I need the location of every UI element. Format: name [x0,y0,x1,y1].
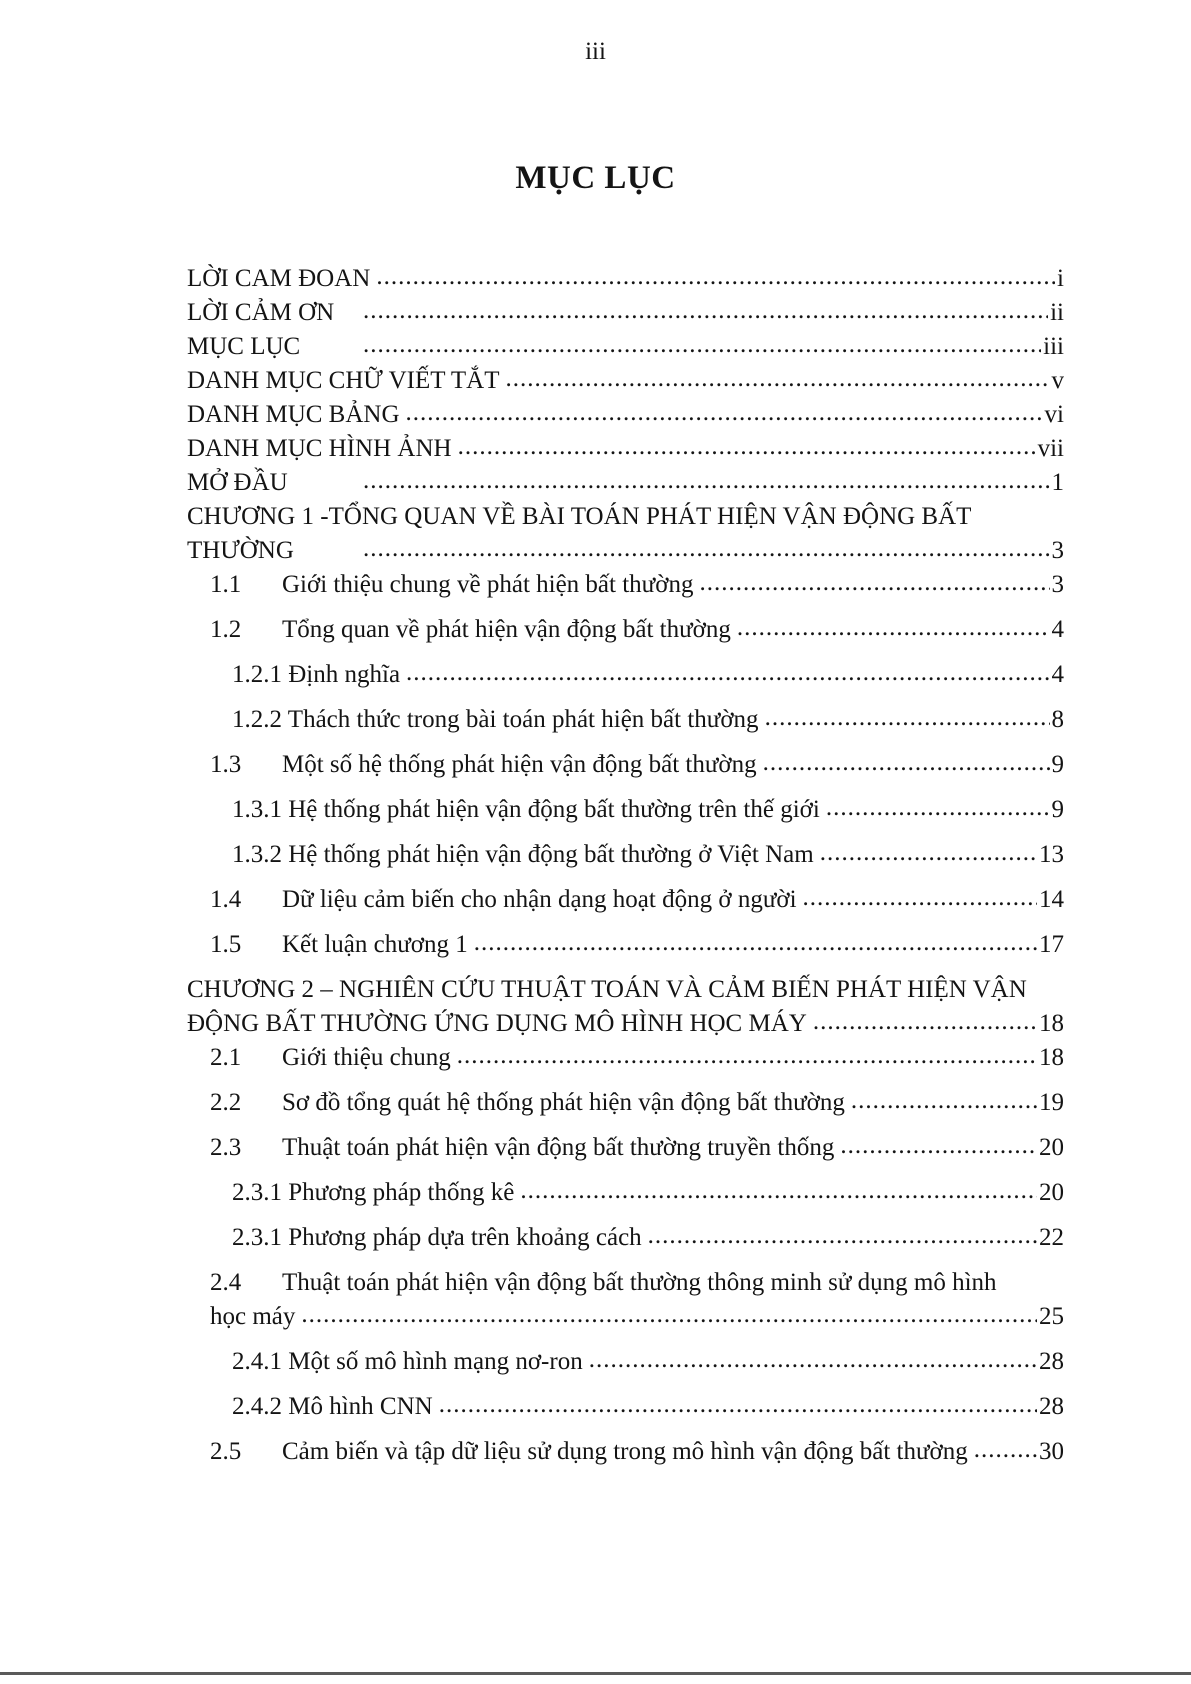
toc-leader-dots [439,1388,1037,1422]
toc-entry[interactable] [187,568,1064,602]
toc-entry-label: Một số hệ thống phát hiện vận động bất thường [282,751,757,778]
toc-page-number: 13 [1039,841,1064,868]
toc-entry[interactable] [187,1390,1064,1424]
toc-page-number: 18 [1039,1010,1064,1037]
toc-entry-label: DANH MỤC BẢNG [187,401,400,428]
toc-page-number: 9 [1051,796,1064,823]
section-heading[interactable] [187,1266,1064,1300]
toc-page-number: 19 [1039,1089,1064,1116]
toc-page-number: ii [1050,299,1064,326]
toc-entry-label: MỤC LỤC [187,333,301,360]
toc-entry[interactable] [187,432,1064,466]
toc-page-number: 14 [1039,886,1064,913]
toc-entry-label: 2.4.2 Mô hình CNN [232,1393,433,1420]
toc-entry-label: Kết luận chương 1 [282,931,468,958]
toc-leader-dots [826,791,1050,825]
toc-leader-dots [301,1298,1037,1332]
toc-section-number: 1.3 [210,751,242,778]
toc-entry[interactable] [187,534,1064,568]
toc-leader-dots [406,656,1049,690]
toc-entry-label: Sơ đồ tổng quát hệ thống phát hiện vận động bất thường [282,1089,845,1116]
toc-page-number: 20 [1039,1179,1064,1206]
toc-page-number: 3 [1051,537,1064,564]
toc-section-number: 2.2 [210,1089,242,1116]
toc-leader-dots [589,1343,1037,1377]
toc-page-number: v [1051,367,1064,394]
toc-entry-label: MỞ ĐẦU [187,469,288,496]
toc-entry-label: Giới thiệu chung về phát hiện bất thường [282,571,694,598]
toc-leader-dots [458,430,1036,464]
toc-page-number: 17 [1039,931,1064,958]
toc-entry-label: THƯỜNG [187,537,294,564]
toc-entry[interactable] [187,330,1064,364]
toc-entry[interactable] [187,883,1064,917]
toc-leader-dots [363,294,1048,328]
toc-leader-dots [505,362,1049,396]
toc-page-number: 9 [1051,751,1064,778]
toc-leader-dots [376,260,1055,294]
toc-leader-dots [813,1005,1037,1039]
toc-entry[interactable] [187,793,1064,827]
toc-page-number: vi [1044,401,1064,428]
toc-leader-dots [763,746,1050,780]
toc-entry[interactable] [187,1176,1064,1210]
toc-entry[interactable] [187,1221,1064,1255]
toc-entry[interactable] [187,364,1064,398]
toc-section-number: 1.4 [210,886,242,913]
toc-section-number: 2.3 [210,1134,242,1161]
toc-entry[interactable] [187,748,1064,782]
toc-page-number: 22 [1039,1224,1064,1251]
toc-entry[interactable] [187,1041,1064,1075]
toc-title: MỤC LỤC [515,160,676,196]
toc-entry[interactable] [187,1131,1064,1165]
toc-section-number: 1.5 [210,931,242,958]
toc-entry-label: Dữ liệu cảm biến cho nhận dạng hoạt động ở người [282,886,797,913]
toc-entry-label: Thuật toán phát hiện vận động bất thường truyền thống [282,1134,835,1161]
toc-page-number: 20 [1039,1134,1064,1161]
toc-entry-label: Cảm biến và tập dữ liệu sử dụng trong mô hình vận động bất thường [282,1438,968,1465]
toc-entry[interactable] [187,838,1064,872]
toc-page-number: 28 [1039,1348,1064,1375]
toc-entry[interactable] [187,296,1064,330]
toc-page-number: iii [1043,333,1064,360]
toc-entry[interactable] [187,262,1064,296]
toc-entry[interactable] [187,1007,1064,1041]
toc-entry-label: Thuật toán phát hiện vận động bất thường thông minh sử dụng mô hình [282,1269,997,1296]
toc-entry-label: LỜI CAM ĐOAN [187,265,371,292]
toc-leader-dots [851,1084,1037,1118]
toc-entry-label: 1.3.2 Hệ thống phát hiện vận động bất thường ở Việt Nam [232,841,814,868]
toc-page-number: 30 [1039,1438,1064,1465]
toc-leader-dots [974,1433,1037,1467]
toc-entry[interactable] [187,1345,1064,1379]
toc-entry-label: 2.3.1 Phương pháp dựa trên khoảng cách [232,1224,642,1251]
toc-page-number: 4 [1051,616,1064,643]
toc-entry-label: LỜI CẢM ƠN [187,299,335,326]
toc-entry-label: 2.3.1 Phương pháp thống kê [232,1179,515,1206]
toc-entry-label: DANH MỤC CHỮ VIẾT TẮT [187,367,500,394]
toc-entry-label: Giới thiệu chung [282,1044,451,1071]
toc-section-number: 2.5 [210,1438,242,1465]
toc-page-number: 25 [1039,1303,1064,1330]
toc-leader-dots [363,328,1041,362]
toc-section-number: 1.1 [210,571,242,598]
chapter-heading[interactable]: CHƯƠNG 2 – NGHIÊN CỨU THUẬT TOÁN VÀ CẢM BIẾN PHÁT HIỆN VẬN [187,976,1027,1003]
toc-entry-label: Tổng quan về phát hiện vận động bất thường [282,616,731,643]
toc-entry[interactable] [187,1300,1064,1334]
toc-leader-dots [406,396,1043,430]
toc-section-number: 1.2 [210,616,242,643]
toc-leader-dots [363,464,1050,498]
toc-entry-label: DANH MỤC HÌNH ẢNH [187,435,452,462]
toc-leader-dots [520,1174,1037,1208]
toc-entry-label: 1.3.1 Hệ thống phát hiện vận động bất thường trên thế giới [232,796,820,823]
page-bottom-edge [0,1672,1191,1675]
toc-leader-dots [765,701,1050,735]
toc-entry[interactable] [187,1086,1064,1120]
toc-page-number: 18 [1039,1044,1064,1071]
toc-entry[interactable] [187,613,1064,647]
toc-page-number: 1 [1051,469,1064,496]
toc-page-number: 4 [1051,661,1064,688]
toc-entry[interactable] [187,398,1064,432]
toc-leader-dots [840,1129,1037,1163]
toc-entry-label: 1.2.1 Định nghĩa [232,661,401,688]
toc-section-number: 2.4 [210,1269,242,1296]
toc-leader-dots [363,532,1050,566]
toc-entry-label: 1.2.2 Thách thức trong bài toán phát hiện bất thường [232,706,759,733]
toc-leader-dots [803,881,1037,915]
page-number: iii [585,38,606,65]
toc-page-number: 8 [1051,706,1064,733]
toc-leader-dots [648,1219,1037,1253]
toc-entry-label: 2.4.1 Một số mô hình mạng nơ-ron [232,1348,583,1375]
toc-page-number: 3 [1051,571,1064,598]
toc-section-number: 2.1 [210,1044,242,1071]
toc-entry[interactable] [187,466,1064,500]
toc-page-number: vii [1037,435,1064,462]
toc-entry[interactable] [187,703,1064,737]
toc-page-number: i [1057,265,1064,292]
toc-entry[interactable] [187,928,1064,962]
toc-entry-label: học máy [210,1303,296,1330]
toc-leader-dots [820,836,1037,870]
toc-page-number: 28 [1039,1393,1064,1420]
toc-leader-dots [474,926,1037,960]
toc-entry[interactable] [187,658,1064,692]
toc-entry[interactable] [187,1435,1064,1469]
toc-leader-dots [457,1039,1037,1073]
toc-leader-dots [699,566,1049,600]
toc-entry-label: ĐỘNG BẤT THƯỜNG ỨNG DỤNG MÔ HÌNH HỌC MÁY [187,1010,807,1037]
chapter-heading[interactable]: CHƯƠNG 1 -TỔNG QUAN VỀ BÀI TOÁN PHÁT HIỆN VẬN ĐỘNG BẤT [187,503,972,530]
toc-leader-dots [737,611,1050,645]
table-of-contents [187,262,1064,1469]
